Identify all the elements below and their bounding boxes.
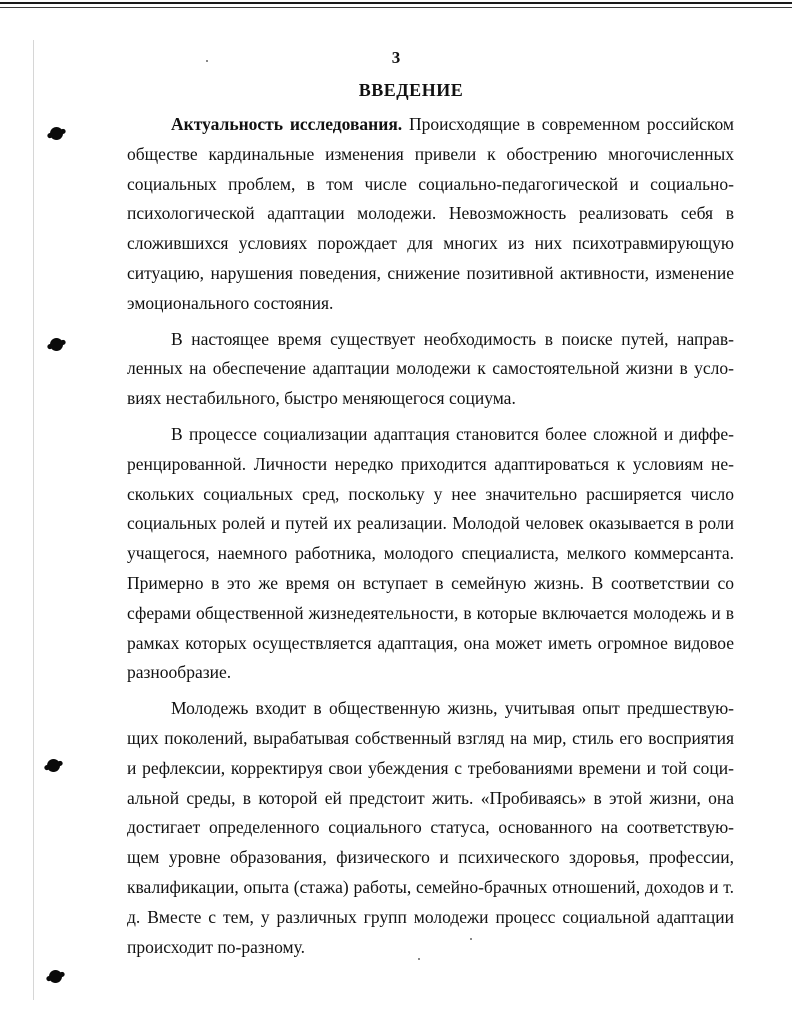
paragraph-text: Молодежь входит в общественную жизнь, учитывая опыт предшествующих поколений, вырабатывая собственный взгляд на мир, стиль его восприятия и рефлексии, корректируя свои убеждения с требованиями времени и той социальной среды, в которой ей предстоит жить. «Пробиваясь» в этой жизни, она достигает определенного социального статуса, основанного на соответствующем уровне образования, физического и психического здоровья, профессии, квалификации, опыта (стажа) работы, семейно-брачных отношений, доходов и т. д. Вместе с тем, у различных групп молодежи процесс социальной адаптации происходит по-разному. (127, 698, 734, 957)
paragraph-text: В процессе социализации адаптация становится более сложной и дифференцированной. Личности нередко приходится адаптироваться к условиям нескольких социальных сред, поскольку у нее значительно расширяется число социальных ролей и путей их реализации. Молодой человек оказывается в роли учащегося, наемного работника, молодого специалиста, мелкого коммерсанта. Примерно в это же время он вступает в семейную жизнь. В соответствии со сферами общественной жизнедеятельности, в которые включается молодежь и в рамках которых осуществляется адаптация, она может иметь огромное видовое разнообразие. (127, 423, 734, 683)
paragraph (127, 420, 734, 688)
binding-hole-mark (50, 127, 63, 140)
binding-hole-mark (49, 970, 62, 983)
paragraph-lead: Актуальность исследования. (171, 114, 403, 134)
section-heading: ВВЕДЕНИЕ (358, 80, 464, 100)
body-text (127, 110, 734, 968)
paragraph-text: Происходящие в современном российском обществе кардинальные изменения привели к обострению многочисленных социальных проблем, в том числе социально-педагогической и социально-психологической адаптации молодежи. Невозможность реализовать себя в сложившихся условиях порождает для многих из них психотравмирующую ситуацию, нарушения поведения, снижение позитивной активности, изменение эмоционального состояния. (127, 114, 734, 313)
binding-hole-mark (50, 338, 63, 351)
left-margin-edge (33, 40, 34, 1000)
top-border-rule-secondary (0, 7, 792, 8)
paragraph (127, 325, 734, 414)
top-border-rule (0, 2, 792, 4)
paragraph-text: В настоящее время существует необходимость в поиске путей, направленных на обеспечение адаптации молодежи к самостоятельной жизни в условиях нестабильного, быстро меняющегося социума. (127, 328, 734, 409)
binding-hole-mark (47, 759, 60, 772)
page-number: 3 (391, 48, 401, 67)
paragraph-relevance (127, 110, 734, 319)
paragraph (127, 694, 734, 962)
